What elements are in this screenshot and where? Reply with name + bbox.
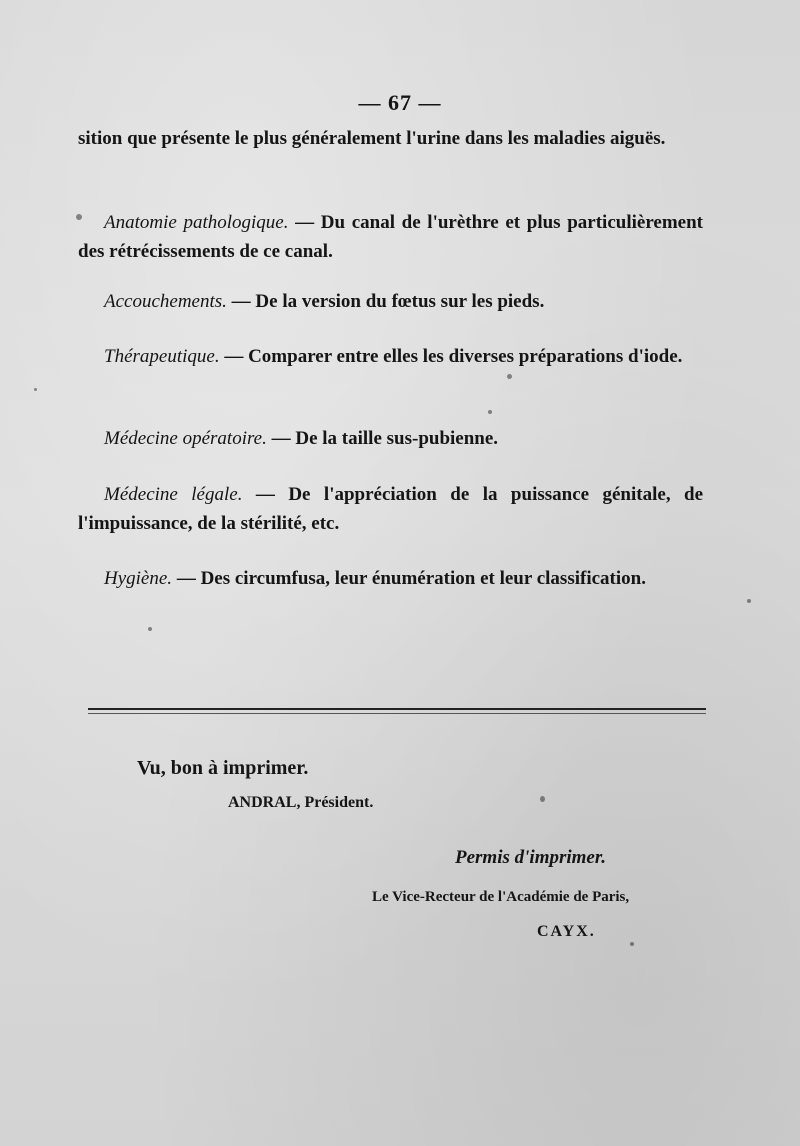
paragraph-medecine-legale [78,480,703,538]
president-signature: ANDRAL, Président. [228,794,374,811]
imprimatur-vu: Vu, bon à imprimer. [137,757,309,779]
paper-speck [507,374,512,379]
paragraph-therapeutique [78,342,703,371]
paragraph-label: Accouchements. [104,291,227,312]
paper-speck [488,410,492,414]
paragraph-text: sition que présente le plus généralement l'urine dans les maladies aiguës. [78,128,666,149]
paper-speck [747,599,751,603]
paragraph-hygiene [78,564,703,593]
paragraph-text: — Comparer entre elles les diverses préparations d'iode. [219,346,683,367]
paragraph-label: Thérapeutique. [104,346,220,367]
paragraph-label: Hygiène. [104,568,173,589]
page-number: — 67 — [358,90,442,115]
paragraph-text: — De la taille sus-pubienne. [266,428,499,449]
horizontal-rule-thin [88,713,706,714]
paragraph-accouchements [78,287,703,316]
paper-speck [148,627,152,631]
paragraph-label: Anatomie pathologique. [104,212,289,233]
paper-speck [630,942,634,946]
cayx-signature: CAYX. [537,923,596,940]
paragraph-anatomie [78,208,703,266]
horizontal-rule [88,708,706,710]
paragraph-label: Médecine opératoire. [104,428,267,449]
vice-recteur-line: Le Vice-Recteur de l'Académie de Paris, [372,889,630,905]
paper-speck [540,796,545,802]
paragraph-text: — Des circumfusa, leur énumération et leur classification. [172,568,646,589]
paragraph-text: — De l'appréciation de la puissance génitale, de l'impuissance, de la stérilité, etc. [78,484,704,534]
paragraph-text: — Du canal de l'urèthre et plus particulièrement des rétrécissements de ce canal. [78,212,703,262]
paragraph-text: — De la version du fœtus sur les pieds. [226,291,545,312]
paper-speck [34,388,37,391]
paragraph-continuation [78,124,703,153]
paper-speck [76,214,82,220]
paragraph-medecine-operatoire [78,424,703,453]
paragraph-label: Médecine légale. [104,484,243,505]
permis-imprimer: Permis d'imprimer. [455,847,606,868]
